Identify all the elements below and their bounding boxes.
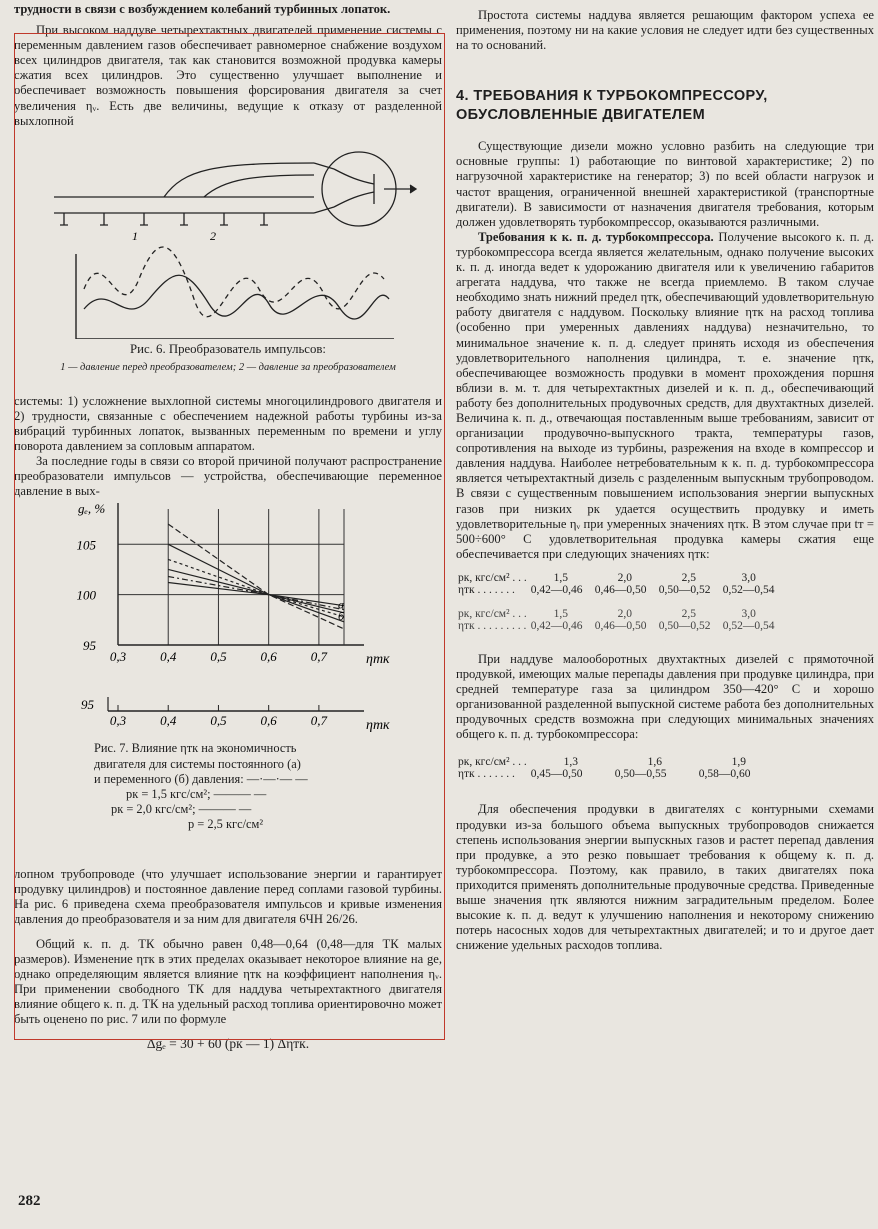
table-cell: 1,5: [553, 607, 568, 620]
fig6-caption: Рис. 6. Преобразователь импульсов:: [130, 341, 326, 356]
fig7-legend-line-3: p = 2,5 кгс/см²: [188, 817, 264, 832]
axis-2-y-label: 95: [81, 697, 94, 713]
right-paragraph-4: При наддуве малооборотных двухтактных дизелей с прямоточной продувкой, имеющих малые перепады давления при продувке цилиндра, при средней температуре газа за цилиндром 350—420° С и хорошо организованной разделенной выпускной системе работа без дополнительных продувочных средств возможна при следующих минимальных значениях общего к. п. д. турбокомпрессора:: [456, 651, 874, 742]
y-tick-label: 105: [76, 537, 96, 553]
left-paragraph-4: лопном трубопроводе (что улучшает использование энергии и гарантирует продувку цилиндров) и постоянное давление перед соплами газовой турбины. На рис. 6 приведена схема преобразователя импульсов и кривые изменения давления до преобразователя и за ним для двигателя 6ЧН 26/26.: [14, 866, 442, 926]
table-cell: 0,50—0,55: [614, 768, 667, 781]
right-paragraph-5: Для обеспечения продувки в двигателях с контурными схемами продувки из-за большого объема выпускных трубопроводов снижается степень использования энергии выпускных газов и растет перепад давления при продувке, а это резко повышает требования к общему к. п. д. турбокомпрессора. Поэтому, как правило, в таких двигателях пока приходится применять дополнительные продувочные средства. Приведенные выше значения ηтк являются нижним заградительным пределом. Более высокие к. п. д. ведут к улучшению наполнения и некоторому снижению потерь насосных ходов для четырехтактных двигателей; и то и другое дает снижение удельных расходов топлива.: [456, 802, 874, 953]
table-row: [456, 608, 777, 620]
values-table-1-duplicate: [456, 608, 777, 632]
table-cell: 0,46—0,50: [594, 583, 647, 596]
table-cell: 1,5: [553, 571, 568, 584]
table-row: [456, 768, 781, 780]
axis-2-x-tick-label: 0,4: [160, 713, 177, 729]
table-cell: 0,50—0,52: [658, 583, 711, 596]
figure-7-chart: [14, 499, 442, 739]
section-title-line-2: ОБУСЛОВЛЕННЫЕ ДВИГАТЕЛЕМ: [456, 107, 706, 124]
left-column: [14, 0, 442, 1052]
fig6-legend: 1 — давление перед преобразователем; 2 — давление за преобразователем: [60, 361, 396, 373]
table-cell: 2,0: [617, 607, 632, 620]
axis-2-x-label: ηтк: [366, 718, 390, 734]
table-row: [456, 620, 777, 632]
fig6-label-2: 2: [210, 228, 216, 243]
left-paragraph-5: Общий к. п. д. ТК обычно равен 0,48—0,64 (0,48—для ТК малых размеров). Изменение ηтк в этих пределах оказывает некоторое влияние на ge, однако определяющим является влияние ηтк на коэффициент наполнения ηᵥ. При применении свободного ТК для наддува четырехтактного двигателя влияние общего к. п. д. ТК на удельный расход топлива ориентировочно может быть оценено по рис. 7 или по формуле: [14, 937, 442, 1027]
formula: Δgₑ = 30 + 60 (pк — 1) Δηтк.: [146, 1035, 310, 1051]
table-cell: 1,6: [647, 756, 662, 769]
x-tick-label: 0,5: [210, 649, 227, 665]
axis-2-x-tick-label: 0,7: [310, 713, 328, 729]
x-tick-label: 0,6: [260, 649, 277, 665]
series-line: [168, 583, 344, 606]
right-paragraph-3-heading: Требования к к. п. д. турбокомпрессора.: [478, 229, 714, 244]
table-cell: ηтк . . . . . . . . .: [458, 619, 527, 632]
fig7-legend-line-1: pк = 1,5 кгс/см²; ——— —: [126, 787, 267, 802]
axis-2-x-tick-label: 0,3: [109, 713, 127, 729]
table-cell: 0,45—0,50: [530, 768, 583, 781]
values-table-1: [456, 572, 777, 596]
fig7-caption-line-1: Рис. 7. Влияние ηтк на экономичность: [94, 741, 297, 756]
table-cell: 0,52—0,54: [722, 583, 775, 596]
y-tick-label: 100: [76, 588, 96, 604]
right-paragraph-2: Существующие дизели можно условно разбить на следующие три основные группы: 1) работающие по винтовой характеристике; 2) по нагрузочной характеристике на генератор; 3) по всей области нагрузок и частот вращения, ограниченной внешней характеристикой (транспортные двигатели). В зависимости от назначения двигателя требования, которым должен удовлетворять турбокомпрессор, оказываются различными.: [456, 139, 874, 229]
right-paragraph-3: [456, 230, 874, 562]
figure-6-pulse-converter: [14, 129, 442, 339]
left-paragraph-2: системы: 1) усложнение выхлопной системы многоцилиндрового двигателя и 2) трудности, связанные с обеспечением надежной работы турбины из-за вибраций турбинных лопаток, вызванных переменным по времени и углу поворота давлением за сопловым аппаратом.: [14, 393, 442, 454]
table-cell: 3,0: [741, 607, 756, 620]
table-row: [456, 584, 777, 596]
table-cell: ηтк . . . . . . .: [458, 583, 515, 596]
table-cell: 1,9: [731, 756, 746, 769]
x-tick-label: 0,3: [109, 649, 127, 665]
fig6-label-1: 1: [132, 228, 138, 243]
fig7-caption-block: [14, 741, 442, 832]
series-line: [168, 570, 344, 613]
right-paragraph-1: Простота системы наддува является решающим фактором успеха ее применения, поэтому ни на какие условия не следует идти без существенных на то оснований.: [456, 8, 874, 53]
table-cell: 0,50—0,52: [658, 619, 711, 632]
annotation-a: а: [338, 598, 344, 613]
table-cell: pк, кгс/см² . . .: [458, 571, 527, 584]
fig7-caption-line-3: и переменного (б) давления: —·—·— —: [94, 771, 308, 786]
fig6-curve-2: [84, 275, 389, 319]
x-tick-label: 0,7: [310, 649, 328, 665]
x-tick-label: 0,4: [160, 649, 177, 665]
section-title-line-1: 4. ТРЕБОВАНИЯ К ТУРБОКОМПРЕССОРУ,: [456, 88, 768, 105]
table-row: [456, 756, 781, 768]
right-paragraph-3-body: Получение высокого к. п. д. турбокомпрессора всегда является желательным, однако получение высоких к. п. д. иногда ведет к удорожанию двигателя или к увеличению габаритов агрегата наддува, что также не всегда приемлемо. В таком случае необходимо знать нижний предел ηтк, обеспечивающий удовлетворительную работу двигателя с наддувом. Поскольку влияние ηтк на расход топлива (особенно при умеренных давлениях наддува) незначительно, то минимальное значение к. п. д. следует принять исходя из обеспечения удовлетворительного наполнения цилиндра, т. е. значение ηтк, обеспечивающее возможность продувки в момент прохождения поршня вблизи в. м. т. для четырехтактных дизелей и к. п. д., обеспечивающий работу без дополнительных продувочных средств, для двухтактных дизелей. Величина к. п. д., отвечающая поставленным выше требованиям, зависит от организации продувочно-выпускного тракта, температуры газов, сопротивления на выходе из турбины, разрежения на входе в компрессор и давления наддува. Наиболее нетребовательным к к. п. д. турбокомпрессора является четырехтактный дизель с разделенным выпускным трубопроводом. В связи с существенным повышением использования энергии выпускных газов при низких pк удается осуществить продувку и иметь удовлетворительные ηᵥ при умеренных значениях ηтк. В этом случае при tт = 500÷600° С удовлетворительная продувка камеры сжатия еще обеспечивается при следующих значениях ηтк:: [456, 229, 874, 561]
table-cell: 0,42—0,46: [530, 619, 583, 632]
table-cell: 2,0: [617, 571, 632, 584]
table-cell: 0,58—0,60: [698, 768, 751, 781]
left-paragraph-1: При высоком наддуве четырехтактных двигателей применение системы с переменным давлением газов обеспечивает равномерное снабжение воздухом всех цилиндров двигателя, так как становится возможной продувка камеры сжатия всех цилиндров. Это существенно улучшает выполнение и обеспечивает возможность повышения форсирования двигателя за счет увеличения ηᵥ. Есть две величины, ведущие к отказу от разделенной выхлопной: [14, 23, 442, 128]
y-axis-label: gₑ, %: [78, 501, 106, 517]
table-row: [456, 572, 777, 584]
table-cell: 0,52—0,54: [722, 619, 775, 632]
y-tick-label: 95: [83, 638, 96, 654]
table-cell: pк, кгс/см² . . .: [458, 607, 527, 620]
page-number: 282: [18, 1193, 41, 1209]
left-paragraph-3: За последние годы в связи со второй причиной получают распространение преобразователи импульсов — устройства, обеспечивающие переменное давление в вых-: [14, 454, 442, 499]
values-table-2: [456, 756, 781, 780]
manifold-pipe: [54, 197, 314, 213]
fig7-caption-line-2: двигателя для системы постоянного (а): [94, 756, 301, 771]
axis-2-x-tick-label: 0,6: [260, 713, 277, 729]
table-cell: pк, кгс/см² . . .: [458, 756, 527, 769]
table-cell: 0,42—0,46: [530, 583, 583, 596]
annotation-b: б: [338, 609, 345, 624]
series-line: [168, 545, 344, 623]
x-axis-label: ηтк: [366, 652, 390, 668]
table-cell: 2,5: [681, 607, 696, 620]
table-cell: 3,0: [741, 571, 756, 584]
table-cell: 0,46—0,50: [594, 619, 647, 632]
axis-2-x-tick-label: 0,5: [210, 713, 227, 729]
fig7-legend-line-2: pк = 2,0 кгс/см²; ——— —: [111, 802, 252, 817]
table-cell: 1,3: [563, 756, 578, 769]
table-cell: 2,5: [681, 571, 696, 584]
table-cell: ηтк . . . . . . .: [458, 768, 515, 781]
right-column: [456, 0, 874, 953]
left-top-line: трудности в связи с возбуждением колебаний турбинных лопаток.: [14, 2, 391, 16]
